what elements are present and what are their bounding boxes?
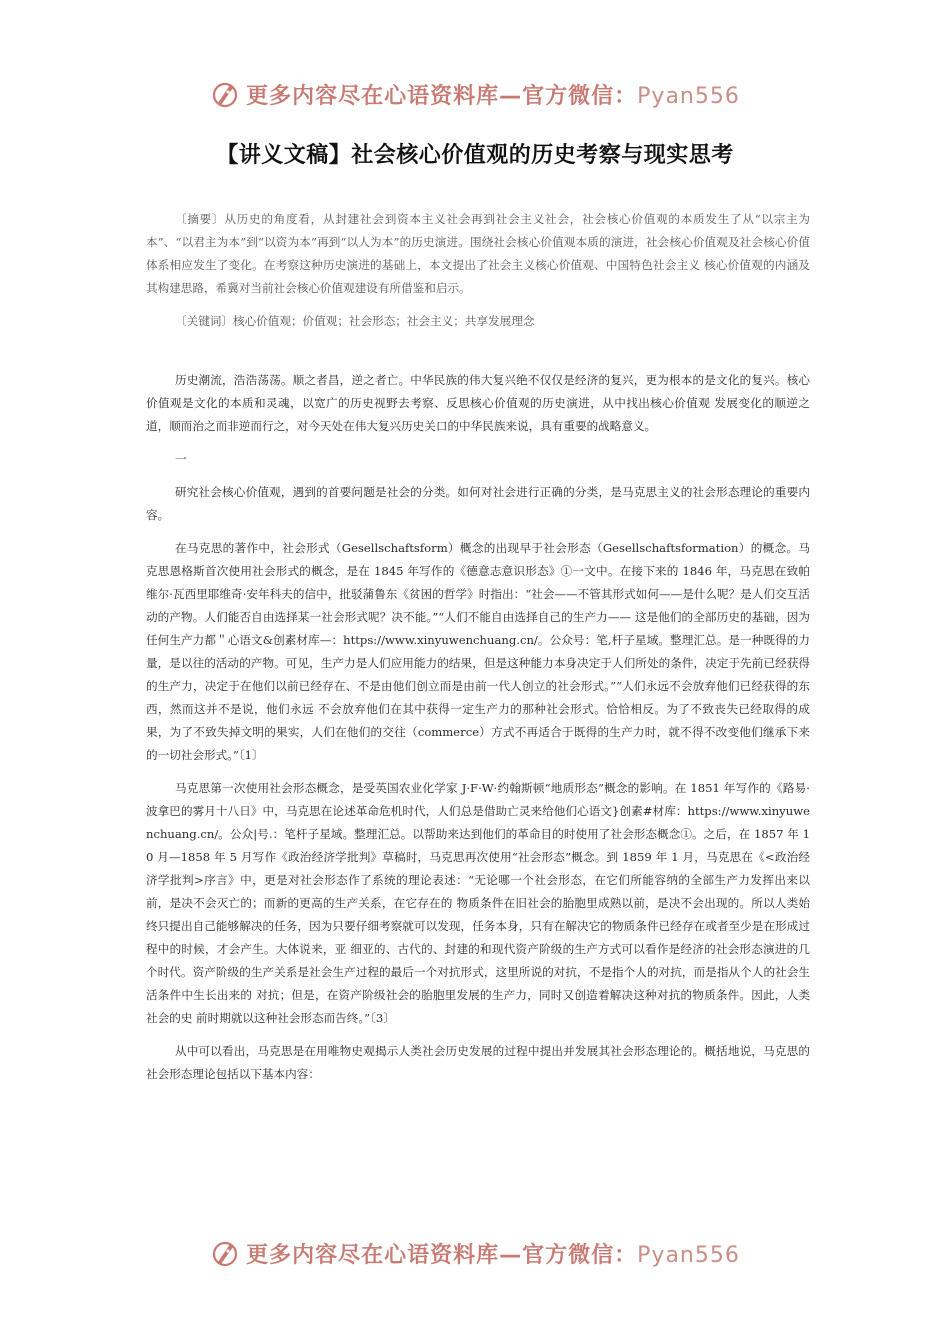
body-paragraph: 从中可以看出，马克思是在用唯物史观揭示人类社会历史发展的过程中提出并发展其社会形态理论的。概括地说，马克思的社会形态理论包括以下基本内容： [146, 1044, 810, 1081]
banner-wechat-id: Pyan556 [637, 83, 740, 109]
section-number: 一 [175, 452, 187, 466]
document-body [146, 208, 810, 1086]
body-paragraph: 在马克思的著作中，社会形式（Gesellschaftsform）概念的出现早于社会形态（Gesellschaftsformation）的概念。马克思恩格斯首次使用社会形式的概念，是在 1845 年写作的《德意志意识形态》①一文中。在接下来的 1846 年，马克思在致帕维尔·瓦西里耶维奇·安年科夫的信中，批驳蒲鲁东《贫困的哲学》时指出：“社会——不管其形式如何——是什么呢？是人们交互活动的产物。人们能否自由选择某一社会形式呢？决不能。”“人们不能自由选择自己的生产力—— 这是他们的全部历史的基础，因为任何生产力都＂心语文&创素材库—：https://www.xinyuwenchuang.cn/。公众号：笔,杆子星域。整理汇总。是一种既得的力量，是以往的活动的产物。可见，生产力是人们应用能力的结果，但是这种能力本身决定于人们所处的条件，决定于先前已经获得的生产力，决定于在他们以前已经存在、不是由他们创立而是由前一代人创立的社会形式。”“人们永远不会放弃他们已经获得的东西，然而这并不是说，他们永远 不会放弃他们在其中获得一定生产力的那种社会形式。恰恰相反。为了不致丧失已经取得的成果，为了不致失掉文明的果实，人们在他们的交往（commerce）方式不再适合于既得的生产力时，就不得不改变他们继承下来的一切社会形式。”〔1〕 [146, 541, 810, 762]
pen-nib-circle-icon [210, 79, 240, 109]
banner-text: 更多内容尽在心语资料库—官方微信：Pyan556 [246, 83, 740, 109]
body-paragraph: 马克思第一次使用社会形态概念，是受英国农业化学家 J·F·W·约翰斯顿“地质形态”概念的影响。在 1851 年写作的《路易·波拿巴的雾月十八日》中，马克思在论述革命危机时代，人们总是借助亡灵来给他们心语文}创素#材库：https://www.xinyuwenchuang.cn/。公众|号.：笔杆子星域。整理汇总。以帮助来达到他们的革命目的时使用了社会形态概念①。之后，在 1857 年 10 月—1858 年 5 月写作《政治经济学批判》草稿时，马克思再次使用“社会形态”概念。到 1859 年 1 月，马克思在《<政治经济学批判>序言》中，更是对社会形态作了系统的理论表述：“无论哪一个社会形态，在它们所能容纳的全部生产力发挥出来以前，是决不会灭亡的；而新的更高的生产关系，在它存在的 物质条件在旧社会的胎胞里成熟以前，是决不会出现的。所以人类始终只提出自己能够解决的任务，因为只要仔细考察就可以发现，任务本身，只有在解决它的物质条件已经存在或者至少是在形成过程中的时候，才会产生。大体说来，亚 细亚的、古代的、封建的和现代资产阶级的生产方式可以看作是经济的社会形态演进的几个时代。资产阶级的生产关系是社会生产过程的最后一个对抗形式，这里所说的对抗，不是指个人的对抗，而是指从个人的社会生活条件中生长出来的 对抗；但是，在资产阶级社会的胎胞里发展的生产力，同时又创造着解决这种对抗的物质条件。因此，人类社会的史 前时期就以这种社会形态而告终。”〔3〕 [146, 781, 810, 1025]
pen-nib-circle-icon [210, 1238, 240, 1268]
abstract-block [146, 208, 810, 333]
abstract-paragraph: 〔摘要〕从历史的角度看，从封建社会到资本主义社会再到社会主义社会，社会核心价值观的本质发生了从“以宗主为本”、“以君主为本”到“以资为本”再到“以人为本”的历史演进。围绕社会核心价值观本质的演进，社会核心价值观及社会核心价值体系相应发生了变化。在考察这种历史演进的基础上，本文提出了社会主义核心价值观、中国特色社会主义 核心价值观的内涵及其构建思路，希冀对当前社会核心价值观建设有所借鉴和启示。 [146, 212, 810, 295]
intro-paragraph: 历史潮流，浩浩荡荡。顺之者昌，逆之者亡。中华民族的伟大复兴绝不仅仅是经济的复兴，更为根本的是文化的复兴。核心价值观是文化的本质和灵魂，以宽广的历史视野去考察、反思核心价值观的历史演进，从中找出核心价值观 发展变化的顺逆之道，顺而治之而非逆而行之，对今天处在伟大复兴历史关口的中华民族来说，具有重要的战略意义。 [146, 373, 810, 433]
banner-text: 更多内容尽在心语资料库—官方微信：Pyan556 [246, 1242, 740, 1268]
keywords-line: 〔关键词〕核心价值观；价值观；社会形态；社会主义；共享发展理念 [175, 314, 535, 328]
banner-wechat-id: Pyan556 [637, 1242, 740, 1268]
document-title: 【讲义文稿】社会核心价值观的历史考察与现实思考 [216, 143, 734, 168]
bottom-watermark-banner [0, 1233, 950, 1273]
top-watermark-banner [0, 74, 950, 114]
body-paragraph: 研究社会核心价值观，遇到的首要问题是社会的分类。如何对社会进行正确的分类，是马克思主义的社会形态理论的重要内容。 [146, 485, 810, 522]
